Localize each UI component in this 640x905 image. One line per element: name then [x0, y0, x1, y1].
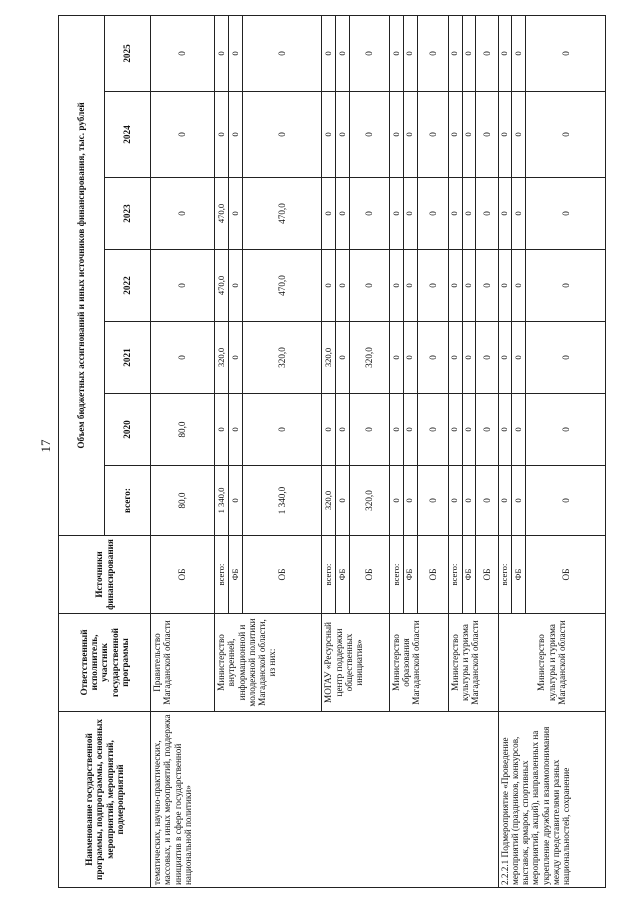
value-cell: 0: [350, 394, 390, 466]
executor-cell: МОГАУ «Ресурсный центр поддержки общественных инициатив»: [322, 614, 390, 712]
header-total: всего:: [105, 466, 151, 536]
value-cell: 0: [389, 178, 403, 250]
value-cell: 320,0: [322, 466, 336, 536]
value-cell: 0: [389, 92, 403, 178]
value-cell: 0: [215, 92, 229, 178]
value-cell: 0: [462, 178, 476, 250]
source-cell: ОБ: [526, 536, 606, 614]
value-cell: 0: [526, 466, 606, 536]
value-cell: 0: [336, 466, 350, 536]
value-cell: 0: [389, 322, 403, 394]
header-year-2023: 2023: [105, 178, 151, 250]
value-cell: 0: [512, 394, 526, 466]
value-cell: 0: [417, 250, 448, 322]
value-cell: 0: [526, 250, 606, 322]
header-volume: Объем бюджетных ассигнований и иных источников финансирования, тыс. рублей: [59, 15, 105, 535]
source-cell: ФБ: [228, 536, 242, 614]
value-cell: 0: [403, 15, 417, 91]
value-cell: 0: [498, 466, 512, 536]
value-cell: 0: [389, 250, 403, 322]
value-cell: 0: [403, 322, 417, 394]
value-cell: 320,0: [350, 322, 390, 394]
value-cell: 0: [448, 15, 462, 91]
value-cell: 0: [476, 466, 498, 536]
header-year-2022: 2022: [105, 250, 151, 322]
header-executor: Ответственный исполнитель, участник государственной программы: [59, 614, 151, 712]
value-cell: 0: [417, 466, 448, 536]
value-cell: 0: [215, 15, 229, 91]
value-cell: 0: [242, 15, 321, 91]
value-cell: 0: [526, 322, 606, 394]
value-cell: 0: [403, 466, 417, 536]
value-cell: 0: [403, 178, 417, 250]
value-cell: 320,0: [322, 322, 336, 394]
value-cell: 0: [417, 322, 448, 394]
value-cell: 0: [448, 394, 462, 466]
value-cell: 0: [498, 92, 512, 178]
rotated-table-wrapper: [58, 16, 606, 888]
source-cell: всего:: [498, 536, 512, 614]
value-cell: 1 340,0: [215, 466, 229, 536]
value-cell: 0: [476, 394, 498, 466]
value-cell: 80,0: [151, 394, 215, 466]
value-cell: 0: [462, 322, 476, 394]
executor-cell: Министерство образования Магаданской области: [389, 614, 448, 712]
value-cell: 0: [389, 394, 403, 466]
value-cell: 0: [526, 15, 606, 91]
value-cell: 0: [462, 92, 476, 178]
value-cell: 0: [403, 250, 417, 322]
value-cell: 0: [215, 394, 229, 466]
source-cell: ФБ: [512, 536, 526, 614]
value-cell: 0: [336, 322, 350, 394]
value-cell: 0: [512, 15, 526, 91]
value-cell: 0: [498, 322, 512, 394]
value-cell: 0: [389, 466, 403, 536]
value-cell: 0: [512, 322, 526, 394]
value-cell: 0: [512, 92, 526, 178]
value-cell: 0: [476, 15, 498, 91]
value-cell: 0: [403, 92, 417, 178]
value-cell: 1 340,0: [242, 466, 321, 536]
table-row: [498, 15, 512, 887]
value-cell: 0: [151, 178, 215, 250]
block1-name: тематических, научно-практических, массовых, и иных мероприятий, поддержка инициатив в сфере государственной национальной политики»: [151, 712, 499, 888]
executor-cell: Министерство внутренней, информационной и молодежной политики Магаданской области, из них:: [215, 614, 322, 712]
financing-table: [58, 15, 606, 888]
value-cell: 0: [417, 394, 448, 466]
value-cell: 470,0: [242, 250, 321, 322]
source-cell: всего:: [215, 536, 229, 614]
source-cell: всего:: [389, 536, 403, 614]
header-year-2020: 2020: [105, 394, 151, 466]
table-row: [151, 15, 215, 887]
value-cell: 0: [462, 15, 476, 91]
value-cell: 470,0: [215, 250, 229, 322]
value-cell: 0: [476, 322, 498, 394]
value-cell: 0: [526, 394, 606, 466]
source-cell: ОБ: [476, 536, 498, 614]
value-cell: 0: [448, 322, 462, 394]
value-cell: 0: [476, 178, 498, 250]
value-cell: 0: [228, 250, 242, 322]
value-cell: 0: [151, 322, 215, 394]
value-cell: 320,0: [350, 466, 390, 536]
source-cell: ОБ: [350, 536, 390, 614]
value-cell: 0: [322, 92, 336, 178]
value-cell: 0: [448, 250, 462, 322]
value-cell: 470,0: [215, 178, 229, 250]
header-year-2024: 2024: [105, 92, 151, 178]
value-cell: 0: [228, 178, 242, 250]
value-cell: 0: [389, 15, 403, 91]
value-cell: 0: [151, 250, 215, 322]
value-cell: 0: [242, 92, 321, 178]
value-cell: 0: [476, 92, 498, 178]
value-cell: 0: [228, 394, 242, 466]
source-cell: ОБ: [151, 536, 215, 614]
block2-name: 2.2.2.1 Подмероприятие «Проведение мероприятий (праздников, конкурсов, выставок, ярмарок, спортивных мероприятий, акций), направленных на укрепление дружбы и взаимопонимания между представителями разных национальностей, сохранение: [498, 712, 606, 888]
header-source: Источники финансирования: [59, 536, 151, 614]
value-cell: 0: [350, 15, 390, 91]
source-cell: ОБ: [417, 536, 448, 614]
value-cell: 0: [336, 394, 350, 466]
executor-cell: Правительство Магаданской области: [151, 614, 215, 712]
value-cell: 0: [448, 466, 462, 536]
value-cell: 0: [512, 250, 526, 322]
value-cell: 0: [498, 250, 512, 322]
executor-cell: Министерство культуры и туризма Магаданской области: [448, 614, 498, 712]
value-cell: 0: [417, 178, 448, 250]
value-cell: 0: [228, 322, 242, 394]
header-year-2021: 2021: [105, 322, 151, 394]
value-cell: 0: [462, 250, 476, 322]
value-cell: 0: [498, 394, 512, 466]
executor-cell: Министерство культуры и туризма Магаданской области: [498, 614, 606, 712]
header-name: Наименование государственной программы, подпрограммы, основных мероприятий, мероприятий, подмероприятий: [59, 712, 151, 888]
source-cell: всего:: [448, 536, 462, 614]
value-cell: 0: [242, 394, 321, 466]
page-number: 17: [38, 439, 53, 453]
value-cell: 0: [498, 178, 512, 250]
source-cell: ФБ: [462, 536, 476, 614]
value-cell: 0: [336, 178, 350, 250]
value-cell: 0: [526, 92, 606, 178]
value-cell: 0: [417, 15, 448, 91]
value-cell: 0: [462, 466, 476, 536]
value-cell: 0: [512, 466, 526, 536]
source-cell: ФБ: [403, 536, 417, 614]
value-cell: 0: [322, 394, 336, 466]
value-cell: 0: [403, 394, 417, 466]
value-cell: 0: [228, 92, 242, 178]
value-cell: 0: [417, 92, 448, 178]
value-cell: 0: [322, 250, 336, 322]
value-cell: 0: [151, 15, 215, 91]
value-cell: 0: [350, 92, 390, 178]
value-cell: 80,0: [151, 466, 215, 536]
value-cell: 0: [526, 178, 606, 250]
value-cell: 0: [336, 92, 350, 178]
value-cell: 0: [151, 92, 215, 178]
value-cell: 0: [476, 250, 498, 322]
value-cell: 0: [448, 92, 462, 178]
value-cell: 0: [336, 250, 350, 322]
source-cell: ОБ: [242, 536, 321, 614]
value-cell: 0: [350, 250, 390, 322]
value-cell: 0: [350, 178, 390, 250]
value-cell: 0: [228, 466, 242, 536]
source-cell: всего:: [322, 536, 336, 614]
value-cell: 0: [448, 178, 462, 250]
source-cell: ФБ: [336, 536, 350, 614]
value-cell: 0: [322, 15, 336, 91]
value-cell: 0: [228, 15, 242, 91]
value-cell: 0: [512, 178, 526, 250]
value-cell: 0: [462, 394, 476, 466]
header-year-2025: 2025: [105, 15, 151, 91]
value-cell: 0: [498, 15, 512, 91]
value-cell: 0: [336, 15, 350, 91]
value-cell: 470,0: [242, 178, 321, 250]
value-cell: 0: [322, 178, 336, 250]
value-cell: 320,0: [242, 322, 321, 394]
value-cell: 320,0: [215, 322, 229, 394]
